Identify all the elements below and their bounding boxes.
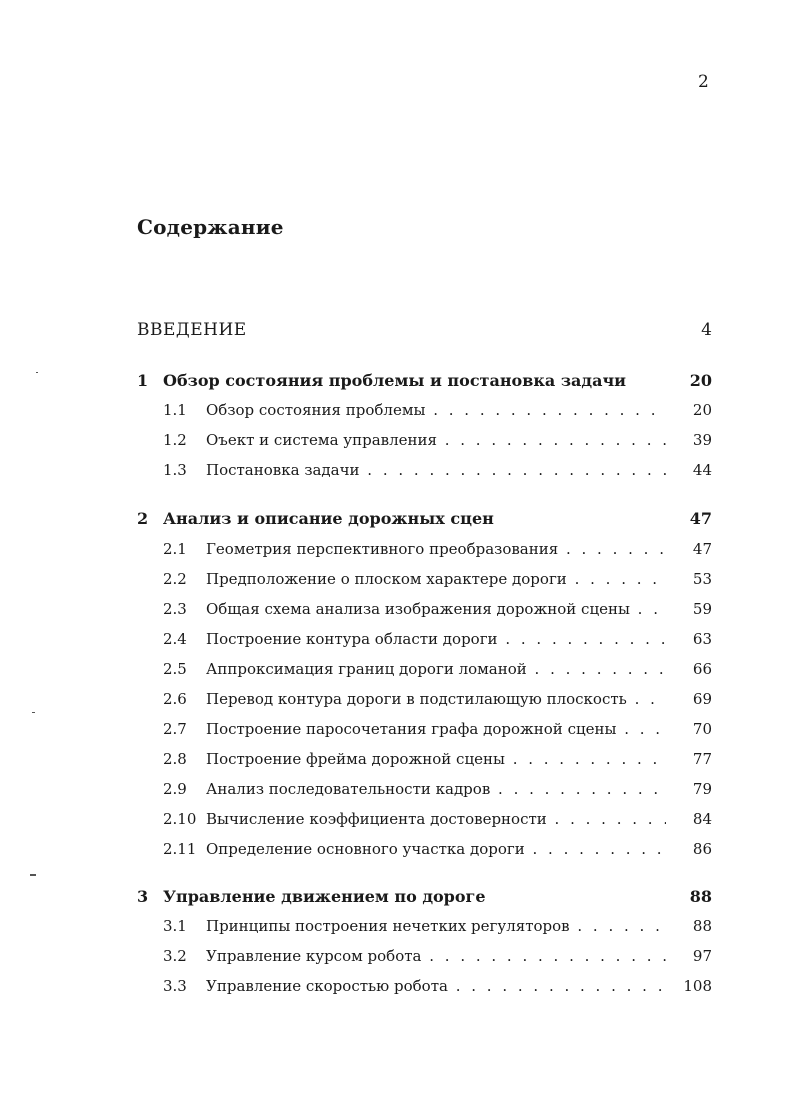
section-title: Предположение о плоском характере дороги . . . <box>206 570 666 588</box>
section-number: 2.6 <box>163 690 187 708</box>
toc-section-1-1[interactable] <box>0 401 798 425</box>
section-title: Перевод контура дороги в подстилающую плоскость . . . <box>206 690 666 708</box>
section-page: 108 <box>683 977 712 995</box>
scan-speck <box>32 712 35 713</box>
section-title: Обзор состояния проблемы . . . <box>206 401 666 419</box>
toc-section-1-3[interactable] <box>0 461 798 485</box>
section-page: 47 <box>692 540 712 558</box>
section-number: 2.5 <box>163 660 187 678</box>
toc-heading: Содержание <box>137 215 284 239</box>
section-number: 2.2 <box>163 570 187 588</box>
section-title: Управление курсом робота . . . <box>206 947 666 965</box>
toc-entry-intro[interactable] <box>0 320 798 344</box>
section-title: Построение фрейма дорожной сцены . . . <box>206 750 666 768</box>
chapter-page: 47 <box>689 509 712 528</box>
section-number: 2.10 <box>163 810 197 828</box>
toc-section-3-1[interactable] <box>0 917 798 941</box>
section-number: 2.1 <box>163 540 187 558</box>
chapter-page: 20 <box>689 371 712 390</box>
section-number: 1.3 <box>163 461 187 479</box>
section-page: 20 <box>692 401 712 419</box>
toc-section-3-2[interactable] <box>0 947 798 971</box>
page-number: 2 <box>698 72 709 92</box>
section-number: 2.11 <box>163 840 197 858</box>
section-page: 79 <box>692 780 712 798</box>
section-title: Построение контура области дороги . . . <box>206 630 666 648</box>
section-page: 53 <box>692 570 712 588</box>
section-number: 2.4 <box>163 630 187 648</box>
section-page: 59 <box>692 600 712 618</box>
section-number: 2.7 <box>163 720 187 738</box>
section-title: Вычисление коэффициента достоверности . . . <box>206 810 666 828</box>
toc-chapter-1[interactable] <box>0 371 798 395</box>
section-title: Общая схема анализа изображения дорожной сцены . . . <box>206 600 666 618</box>
section-title: Управление скоростью робота . . . <box>206 977 666 995</box>
toc-section-3-3[interactable] <box>0 977 798 1001</box>
chapter-title: Обзор состояния проблемы и постановка задачи <box>163 371 627 390</box>
section-number: 1.2 <box>163 431 187 449</box>
scan-speck <box>30 874 36 876</box>
section-page: 66 <box>692 660 712 678</box>
toc-chapter-2[interactable] <box>0 509 798 533</box>
chapter-title: Управление движением по дороге <box>163 887 486 906</box>
toc-section-2-10[interactable] <box>0 810 798 834</box>
toc-section-2-7[interactable] <box>0 720 798 744</box>
toc-section-2-8[interactable] <box>0 750 798 774</box>
section-page: 84 <box>692 810 712 828</box>
toc-section-2-9[interactable] <box>0 780 798 804</box>
toc-section-1-2[interactable] <box>0 431 798 455</box>
section-number: 2.9 <box>163 780 187 798</box>
toc-section-2-3[interactable] <box>0 600 798 624</box>
scan-speck <box>36 372 38 373</box>
toc-entry-page: 4 <box>701 320 712 340</box>
section-number: 2.8 <box>163 750 187 768</box>
section-page: 70 <box>692 720 712 738</box>
section-title: Анализ последовательности кадров . . . <box>206 780 666 798</box>
section-title: Принципы построения нечетких регуляторов . . . <box>206 917 666 935</box>
section-number: 3.1 <box>163 917 187 935</box>
section-title: Оъект и система управления . . . <box>206 431 666 449</box>
chapter-number: 2 <box>137 509 149 528</box>
toc-section-2-5[interactable] <box>0 660 798 684</box>
toc-section-2-2[interactable] <box>0 570 798 594</box>
section-page: 77 <box>692 750 712 768</box>
section-page: 88 <box>692 917 712 935</box>
chapter-title: Анализ и описание дорожных сцен <box>163 509 494 528</box>
toc-section-2-1[interactable] <box>0 540 798 564</box>
chapter-page: 88 <box>689 887 712 906</box>
section-number: 1.1 <box>163 401 187 419</box>
section-page: 86 <box>692 840 712 858</box>
toc-section-2-11[interactable] <box>0 840 798 864</box>
chapter-number: 1 <box>137 371 149 390</box>
section-title: Геометрия перспективного преобразования . . . <box>206 540 666 558</box>
section-page: 44 <box>692 461 712 479</box>
section-number: 3.3 <box>163 977 187 995</box>
section-number: 3.2 <box>163 947 187 965</box>
toc-section-2-6[interactable] <box>0 690 798 714</box>
section-title: Определение основного участка дороги . . . <box>206 840 666 858</box>
section-page: 69 <box>692 690 712 708</box>
chapter-number: 3 <box>137 887 149 906</box>
toc-section-2-4[interactable] <box>0 630 798 654</box>
section-page: 39 <box>692 431 712 449</box>
section-number: 2.3 <box>163 600 187 618</box>
section-title: Аппроксимация границ дороги ломаной . . . <box>206 660 666 678</box>
toc-chapter-3[interactable] <box>0 887 798 911</box>
section-page: 63 <box>692 630 712 648</box>
section-title: Построение паросочетания графа дорожной сцены . . . <box>206 720 666 738</box>
section-page: 97 <box>692 947 712 965</box>
toc-entry-title: ВВЕДЕНИЕ <box>137 320 247 340</box>
section-title: Постановка задачи . . . <box>206 461 666 479</box>
